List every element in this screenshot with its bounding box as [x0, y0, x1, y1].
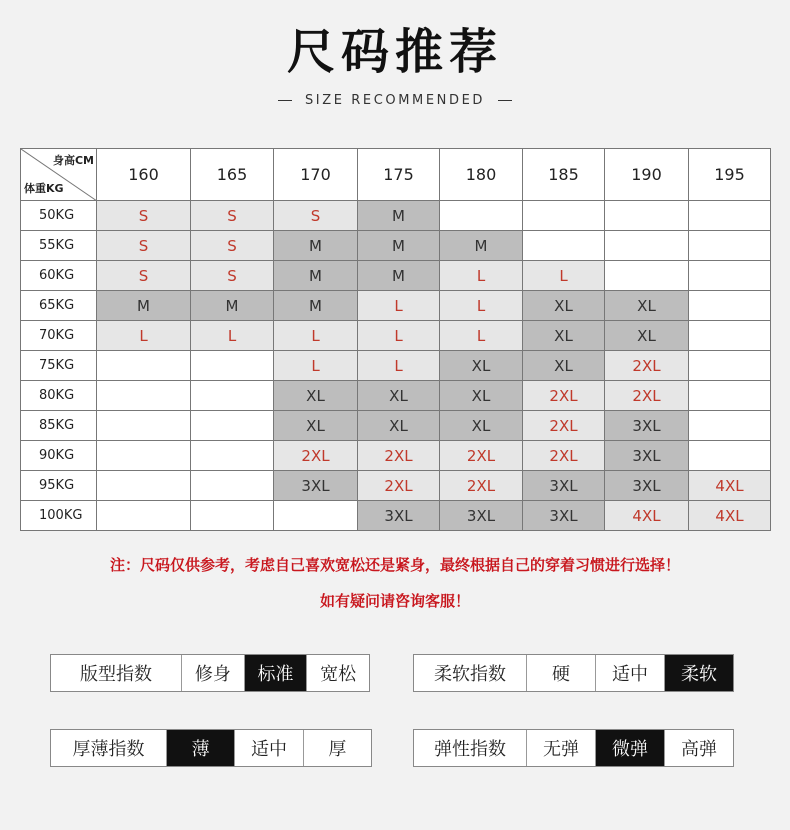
- fit-index: [50, 654, 370, 692]
- weight-header: 85KG: [21, 411, 97, 441]
- size-cell: M: [274, 291, 358, 321]
- size-cell: M: [358, 261, 440, 291]
- size-cell: 2XL: [358, 441, 440, 471]
- size-cell: M: [191, 291, 274, 321]
- thickness-index: [50, 729, 372, 767]
- weight-header: 75KG: [21, 351, 97, 381]
- empty-size-cell: [605, 231, 689, 261]
- size-cell: M: [440, 231, 523, 261]
- size-cell: L: [440, 291, 523, 321]
- empty-size-cell: [689, 321, 771, 351]
- size-cell: 4XL: [689, 471, 771, 501]
- empty-size-cell: [605, 201, 689, 231]
- size-cell: 3XL: [523, 501, 605, 531]
- weight-row: [21, 471, 771, 501]
- fit-option: 标准: [244, 655, 307, 691]
- height-header: 160: [97, 149, 191, 201]
- empty-size-cell: [274, 501, 358, 531]
- empty-size-cell: [523, 231, 605, 261]
- size-cell: 2XL: [440, 471, 523, 501]
- weight-header: 60KG: [21, 261, 97, 291]
- empty-size-cell: [689, 381, 771, 411]
- size-cell: L: [274, 321, 358, 351]
- empty-size-cell: [191, 411, 274, 441]
- size-cell: L: [191, 321, 274, 351]
- page-subtitle: [0, 92, 790, 110]
- size-cell: XL: [440, 411, 523, 441]
- empty-size-cell: [191, 441, 274, 471]
- table-corner-cell: [21, 149, 97, 201]
- softness-option: 适中: [595, 655, 664, 691]
- size-chart-table: [20, 148, 771, 531]
- weight-header: 55KG: [21, 231, 97, 261]
- size-cell: L: [274, 351, 358, 381]
- size-cell: XL: [274, 381, 358, 411]
- weight-header: 100KG: [21, 501, 97, 531]
- page-title: 尺码推荐: [286, 24, 503, 80]
- size-cell: XL: [523, 291, 605, 321]
- size-cell: S: [97, 261, 191, 291]
- size-cell: S: [191, 201, 274, 231]
- size-cell: 3XL: [605, 441, 689, 471]
- size-cell: XL: [274, 411, 358, 441]
- size-cell: S: [274, 201, 358, 231]
- fit-option: 宽松: [306, 655, 369, 691]
- size-cell: L: [523, 261, 605, 291]
- weight-header: 50KG: [21, 201, 97, 231]
- empty-size-cell: [97, 381, 191, 411]
- size-cell: XL: [523, 321, 605, 351]
- height-header: 170: [274, 149, 358, 201]
- height-header: 195: [689, 149, 771, 201]
- weight-header: 65KG: [21, 291, 97, 321]
- thickness-index-label: 厚薄指数: [72, 739, 145, 760]
- empty-size-cell: [689, 201, 771, 231]
- size-cell: L: [97, 321, 191, 351]
- empty-size-cell: [689, 261, 771, 291]
- empty-size-cell: [191, 501, 274, 531]
- empty-size-cell: [97, 441, 191, 471]
- size-cell: 2XL: [440, 441, 523, 471]
- softness-index: [413, 654, 734, 692]
- size-note: 注：尺码仅供参考，考虑自己喜欢宽松还是紧身，最终根据自己的穿着习惯进行选择！: [109, 556, 680, 574]
- contact-note: 如有疑问请咨询客服！: [319, 592, 470, 610]
- size-cell: L: [358, 351, 440, 381]
- weight-axis-label: 体重KG: [24, 182, 64, 195]
- size-cell: 3XL: [440, 501, 523, 531]
- weight-row: [21, 501, 771, 531]
- thickness-option: 薄: [166, 730, 234, 766]
- empty-size-cell: [440, 201, 523, 231]
- size-cell: XL: [605, 291, 689, 321]
- empty-size-cell: [689, 231, 771, 261]
- size-cell: 2XL: [358, 471, 440, 501]
- empty-size-cell: [689, 291, 771, 321]
- fit-option: 修身: [181, 655, 244, 691]
- size-cell: M: [97, 291, 191, 321]
- size-cell: M: [274, 231, 358, 261]
- size-cell: M: [358, 231, 440, 261]
- size-cell: XL: [440, 351, 523, 381]
- subtitle-dash-right: [498, 100, 512, 101]
- size-cell: 3XL: [523, 471, 605, 501]
- empty-size-cell: [689, 411, 771, 441]
- height-header-row: [21, 149, 771, 201]
- softness-index-label: 柔软指数: [434, 664, 506, 685]
- empty-size-cell: [689, 351, 771, 381]
- height-header: 175: [358, 149, 440, 201]
- size-cell: 2XL: [523, 441, 605, 471]
- thickness-option: 适中: [234, 730, 302, 766]
- empty-size-cell: [97, 471, 191, 501]
- softness-option: 柔软: [664, 655, 733, 691]
- elasticity-option: 无弹: [526, 730, 595, 766]
- size-cell: XL: [358, 411, 440, 441]
- empty-size-cell: [605, 261, 689, 291]
- size-cell: XL: [605, 321, 689, 351]
- weight-header: 70KG: [21, 321, 97, 351]
- size-cell: L: [440, 261, 523, 291]
- empty-size-cell: [97, 351, 191, 381]
- weight-row: [21, 321, 771, 351]
- empty-size-cell: [191, 471, 274, 501]
- weight-row: [21, 231, 771, 261]
- softness-option: 硬: [526, 655, 595, 691]
- empty-size-cell: [97, 501, 191, 531]
- weight-row: [21, 441, 771, 471]
- size-cell: 4XL: [689, 501, 771, 531]
- size-cell: L: [440, 321, 523, 351]
- size-cell: M: [274, 261, 358, 291]
- height-header: 165: [191, 149, 274, 201]
- size-cell: M: [358, 201, 440, 231]
- weight-row: [21, 381, 771, 411]
- size-cell: S: [191, 261, 274, 291]
- subtitle-text: SIZE RECOMMENDED: [304, 93, 486, 108]
- weight-header: 90KG: [21, 441, 97, 471]
- weight-header: 95KG: [21, 471, 97, 501]
- size-cell: L: [358, 291, 440, 321]
- size-cell: 2XL: [523, 381, 605, 411]
- height-header: 180: [440, 149, 523, 201]
- subtitle-dash-left: [278, 100, 292, 101]
- size-cell: 2XL: [605, 381, 689, 411]
- weight-row: [21, 261, 771, 291]
- empty-size-cell: [191, 351, 274, 381]
- size-cell: S: [97, 231, 191, 261]
- empty-size-cell: [689, 441, 771, 471]
- size-cell: XL: [523, 351, 605, 381]
- weight-header: 80KG: [21, 381, 97, 411]
- weight-row: [21, 411, 771, 441]
- weight-row: [21, 351, 771, 381]
- size-cell: 2XL: [605, 351, 689, 381]
- elasticity-option: 微弹: [595, 730, 664, 766]
- thickness-option: 厚: [303, 730, 371, 766]
- size-cell: L: [358, 321, 440, 351]
- size-cell: 3XL: [358, 501, 440, 531]
- size-table-body: [21, 201, 771, 531]
- size-cell: 3XL: [605, 471, 689, 501]
- elasticity-option: 高弹: [664, 730, 733, 766]
- fit-index-label: 版型指数: [80, 664, 152, 685]
- elasticity-index: [413, 729, 734, 767]
- size-cell: 2XL: [523, 411, 605, 441]
- size-cell: 2XL: [274, 441, 358, 471]
- empty-size-cell: [523, 201, 605, 231]
- size-cell: 3XL: [274, 471, 358, 501]
- elasticity-index-label: 弹性指数: [434, 739, 506, 760]
- weight-row: [21, 201, 771, 231]
- height-header: 185: [523, 149, 605, 201]
- size-cell: XL: [358, 381, 440, 411]
- size-cell: S: [97, 201, 191, 231]
- size-cell: 4XL: [605, 501, 689, 531]
- size-cell: S: [191, 231, 274, 261]
- empty-size-cell: [191, 381, 274, 411]
- height-header: 190: [605, 149, 689, 201]
- size-cell: 3XL: [605, 411, 689, 441]
- weight-row: [21, 291, 771, 321]
- height-axis-label: 身高CM: [52, 154, 94, 167]
- empty-size-cell: [97, 411, 191, 441]
- size-cell: XL: [440, 381, 523, 411]
